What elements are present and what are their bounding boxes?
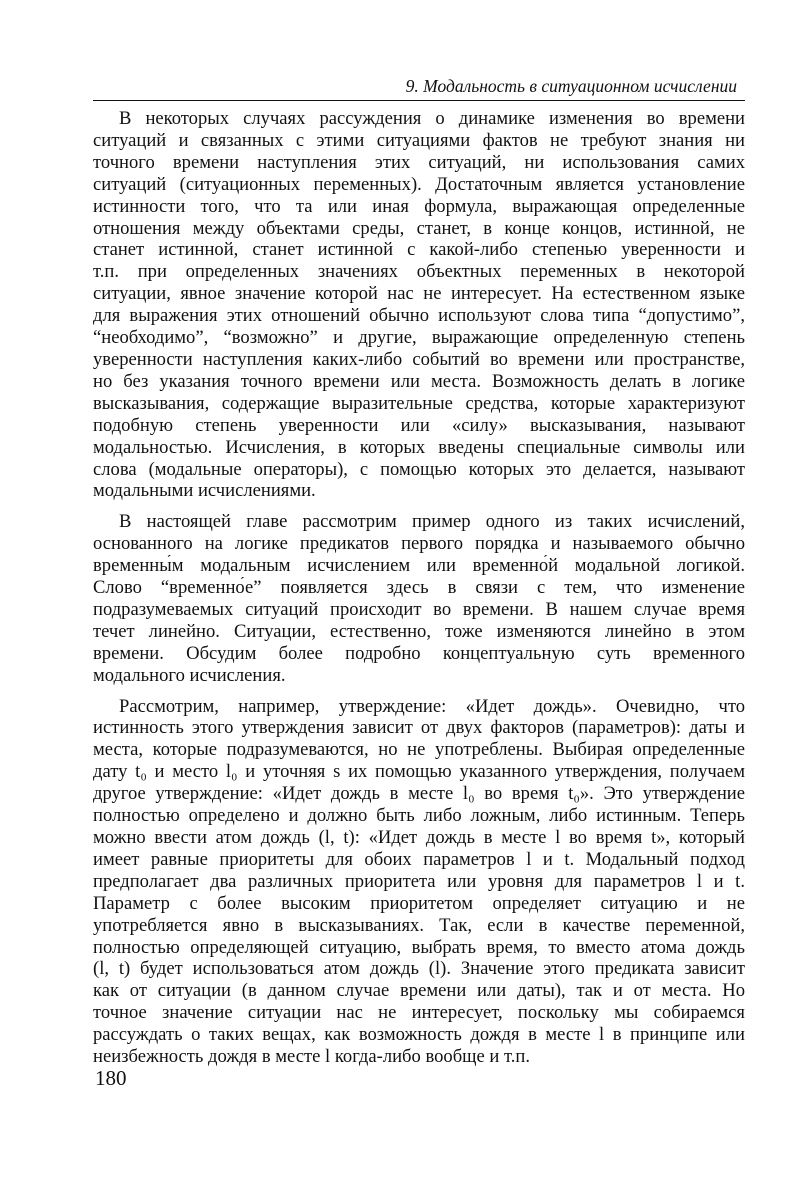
- text-line: места, которые подразумеваются, но не употреблены. Выбирая определенные: [93, 739, 745, 761]
- text-line: В настоящей главе рассмотрим пример одного из таких исчислений,: [119, 511, 745, 533]
- text-line: подразумеваемых ситуаций происходит во времени. В нашем случае время: [93, 598, 745, 620]
- text-line: неизбежность дождя в месте l когда-либо вообще и т.п.: [93, 1046, 530, 1068]
- text-line: основанного на логике предикатов первого порядка и называемого обычно: [93, 533, 745, 555]
- text-line: “необходимо”, “возможно” и другие, выражающие определенную степень: [93, 327, 745, 349]
- paragraph-1: [93, 108, 745, 502]
- text-line: уверенности наступления каких-либо событий во времени или пространстве,: [93, 348, 745, 370]
- text-line: можно ввести атом дождь (l, t): «Идет дождь в месте l во время t», который: [93, 827, 745, 848]
- text-line: течет линейно. Ситуации, естественно, тоже изменяются линейно в этом: [93, 620, 745, 642]
- text-line: высказывания, содержащие выразительные средства, которые характеризуют: [93, 392, 745, 414]
- paragraph-3: [93, 696, 745, 1068]
- text-line: Параметр с более высоким приоритетом определяет ситуацию и не: [93, 892, 745, 914]
- text-line: рассуждать о таких вещах, как возможность дождя в месте l в принципе или: [93, 1024, 745, 1046]
- text-line: имеет равные приоритеты для обоих параметров l и t. Модальный подход: [93, 848, 745, 870]
- text-line: подобную степень уверенности или «силу» высказывания, называют: [93, 414, 745, 436]
- text-line: ситуации, явное значение которой нас не интересует. На естественном языке: [93, 283, 745, 305]
- text-line: употребляется явно в высказываниях. Так, если в качестве переменной,: [93, 914, 745, 936]
- text-line: В некоторых случаях рассуждения о динамике изменения во времени: [119, 108, 745, 129]
- text-line: истинность этого утверждения зависит от двух факторов (параметров): даты и: [93, 717, 745, 739]
- text-line: как от ситуации (в данном случае времени или даты), так и от места. Но: [93, 980, 745, 1002]
- text-line: модальностью. Исчисления, в которых введены специальные символы или: [93, 436, 745, 458]
- text-line: ситуаций (ситуационных переменных). Достаточным является установление: [93, 173, 745, 195]
- text-line: модальными исчислениями.: [93, 480, 316, 502]
- text-line: другое утверждение: «Идет дождь в месте l₀ во время t₀». Это утверждение: [93, 783, 745, 805]
- body-text: [93, 108, 745, 1077]
- text-line: Слово “временно́е” появляется здесь в связи с тем, что изменение: [93, 577, 745, 599]
- text-line: слова (модальные операторы), с помощью которых это делается, называют: [93, 458, 745, 480]
- text-line: Рассмотрим, например, утверждение: «Идет дождь». Очевидно, что: [119, 695, 745, 717]
- page-number: 180: [95, 1066, 127, 1090]
- text-line: предполагает два различных приоритета или уровня для параметров l и t.: [93, 870, 745, 892]
- text-line: ситуаций и связанных с этими ситуациями фактов не требуют знания ни: [93, 129, 745, 151]
- text-line: но без указания точного времени или места. Возможность делать в логике: [93, 370, 745, 392]
- text-line: времени. Обсудим более подробно концептуальную суть временного: [93, 642, 745, 664]
- text-line: точного времени наступления этих ситуаций, ни использования самих: [93, 151, 745, 173]
- text-line: станет истинной, станет истинной с какой-либо степенью уверенности и: [93, 239, 745, 261]
- text-line: отношения между объектами среды, станет, в конце концов, истинной, не: [93, 217, 745, 239]
- text-line: дату t₀ и место l₀ и уточняя s их помощью указанного утверждения, получаем: [93, 761, 745, 783]
- text-line: полностью определяющей ситуацию, выбрать время, то вместо атома дождь: [93, 936, 745, 958]
- text-line: полностью определено и должно быть либо ложным, либо истинным. Теперь: [93, 805, 745, 827]
- text-line: для выражения этих отношений обычно используют слова типа “допустимо”,: [93, 305, 745, 327]
- text-line: модального исчисления.: [93, 664, 286, 686]
- text-line: истинности того, что та или иная формула, выражающая определенные: [93, 195, 745, 217]
- text-line: точное значение ситуации нас не интересует, поскольку мы собираемся: [93, 1002, 745, 1024]
- text-line: (l, t) будет использоваться атом дождь (l). Значение этого предиката зависит: [93, 958, 745, 980]
- text-line: временны́м модальным исчислением или временно́й модальной логикой.: [93, 555, 745, 577]
- running-header: 9. Модальность в ситуационном исчислении: [93, 76, 745, 101]
- paragraph-2: [93, 511, 745, 686]
- text-line: т.п. при определенных значениях объектных переменных в некоторой: [93, 261, 745, 283]
